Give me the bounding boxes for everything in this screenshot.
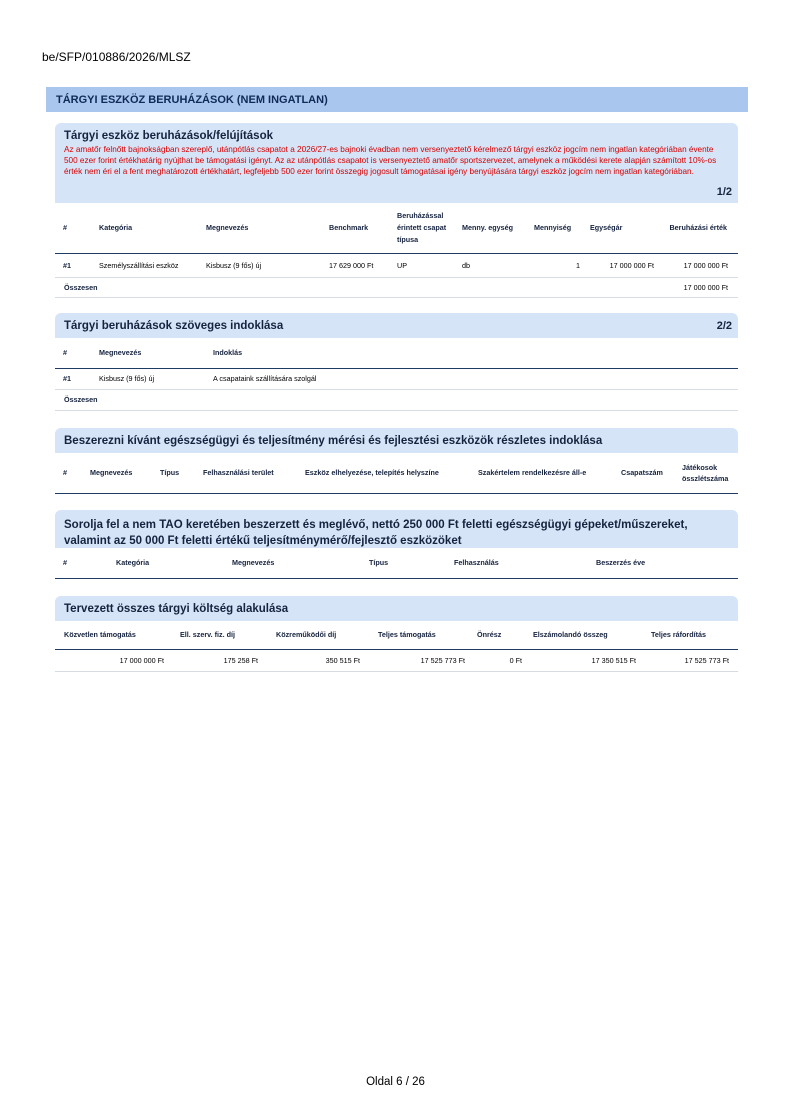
summary-row xyxy=(55,389,738,410)
section-title: Tervezett összes tárgyi költség alakulása xyxy=(64,603,289,615)
col-header: Eszköz elhelyezése, telepítés helyszíne xyxy=(305,453,478,493)
col-header: Beruházással érintett csapat típusa xyxy=(397,203,462,253)
col-header: # xyxy=(55,453,90,493)
col-header: Megnevezés xyxy=(90,453,160,493)
cell: 17 000 000 Ft xyxy=(55,649,180,671)
col-header: Kategória xyxy=(116,548,232,578)
justification-table xyxy=(55,338,738,411)
col-header: Szakértelem rendelkezésre áll-e xyxy=(478,453,621,493)
col-header: Önrész xyxy=(477,621,533,649)
col-header: # xyxy=(55,548,116,578)
table-row xyxy=(55,649,738,671)
cell: Kisbusz (9 fős) új xyxy=(90,368,213,389)
section-header xyxy=(55,313,738,338)
col-header: Megnevezés xyxy=(206,203,329,253)
col-header: Típus xyxy=(369,548,454,578)
cell: A csapataink szállítására szolgál xyxy=(213,368,738,389)
section-existing-equipment xyxy=(55,510,738,579)
section-text-justification xyxy=(55,313,738,411)
document-reference: be/SFP/010886/2026/MLSZ xyxy=(42,50,191,64)
section-header xyxy=(55,596,738,621)
summary-label: Összesen xyxy=(55,277,658,297)
summary-value: 17 000 000 Ft xyxy=(658,277,738,297)
cell: db xyxy=(462,253,534,277)
cell: #1 xyxy=(55,368,90,389)
section-description: Az amatőr felnőtt bajnokságban szereplő, utánpótlás csapatot a 2026/27-es bajnoki évadban nem versenyeztető kérelmező tárgyi eszköz jogcím nem ingatlan kategóriában évente 500 ezer forint értékhatárig nyújthat be támogatási igényt. Az az utánpótlás csapatot is versenyeztető amatőr sportszervezet, amelynek a működési kerete alapján számított 10%-os érték nem éri el a fent meghatározott értékhatárt, legfeljebb 500 ezer forint összegig jogosult támogatásai igény benyújtására tárgyi eszköz jogcím nem ingatlan kategóriában. xyxy=(64,145,717,176)
section-total-costs xyxy=(55,596,738,672)
col-header: Teljes támogatás xyxy=(378,621,477,649)
cell: 1 xyxy=(534,253,590,277)
existing-equipment-table xyxy=(55,548,738,579)
cell: 17 629 000 Ft xyxy=(329,253,397,277)
cell: 17 000 000 Ft xyxy=(658,253,738,277)
table-row xyxy=(55,253,738,277)
section-header xyxy=(55,428,738,453)
col-header: Benchmark xyxy=(329,203,397,253)
col-header: Felhasználás xyxy=(454,548,596,578)
total-costs-table xyxy=(55,621,738,672)
col-header: Közreműködői díj xyxy=(276,621,378,649)
col-header: Elszámolandó összeg xyxy=(533,621,651,649)
col-header: Menny. egység xyxy=(462,203,534,253)
page-footer: Oldal 6 / 26 xyxy=(366,1076,425,1088)
main-section-banner: TÁRGYI ESZKÖZ BERUHÁZÁSOK (NEM INGATLAN) xyxy=(46,87,748,112)
col-header: Beruházási érték xyxy=(658,203,738,253)
section-page-counter: 1/2 xyxy=(716,186,732,198)
col-header: Megnevezés xyxy=(232,548,369,578)
col-header: Beszerzés éve xyxy=(596,548,738,578)
cell: 17 350 515 Ft xyxy=(533,649,651,671)
col-header: Csapatszám xyxy=(621,453,682,493)
col-header: Típus xyxy=(160,453,203,493)
section-header xyxy=(55,510,738,548)
col-header: Megnevezés xyxy=(90,338,213,368)
col-header: # xyxy=(55,338,90,368)
cell: 17 525 773 Ft xyxy=(378,649,477,671)
table-row xyxy=(55,368,738,389)
cell: UP xyxy=(397,253,462,277)
col-header: Teljes ráfordítás xyxy=(651,621,738,649)
investments-table xyxy=(55,203,738,298)
summary-row xyxy=(55,277,738,297)
section-title: Sorolja fel a nem TAO keretében beszerzett és meglévő, nettó 250 000 Ft feletti egészségügyi gépeket/műszereket, valamint az 50 000 Ft feletti értékű teljesítménymérő/fejlesztő eszközöket xyxy=(64,519,688,547)
col-header: Egységár xyxy=(590,203,658,253)
section-title: Beszerezni kívánt egészségügyi és teljesítmény mérési és fejlesztési eszközök részletes indoklása xyxy=(64,435,603,447)
section-asset-investments xyxy=(55,123,738,298)
col-header: Indoklás xyxy=(213,338,738,368)
col-header: Közvetlen támogatás xyxy=(55,621,180,649)
col-header: Felhasználási terület xyxy=(203,453,305,493)
cell: 17 000 000 Ft xyxy=(590,253,658,277)
cell: #1 xyxy=(55,253,90,277)
cell: 17 525 773 Ft xyxy=(651,649,738,671)
section-title: Tárgyi beruházások szöveges indoklása xyxy=(64,320,284,332)
col-header: # xyxy=(55,203,90,253)
section-header xyxy=(55,123,738,203)
col-header: Mennyiség xyxy=(534,203,590,253)
col-header: Ell. szerv. fiz. díj xyxy=(180,621,276,649)
cell: 0 Ft xyxy=(477,649,533,671)
col-header: Játékosok összlétszáma xyxy=(682,453,738,493)
col-header: Kategória xyxy=(90,203,206,253)
health-equipment-table xyxy=(55,453,738,494)
cell: Kisbusz (9 fős) új xyxy=(206,253,329,277)
summary-label: Összesen xyxy=(55,389,738,410)
cell: 175 258 Ft xyxy=(180,649,276,671)
cell: Személyszállítási eszköz xyxy=(90,253,206,277)
cell: 350 515 Ft xyxy=(276,649,378,671)
section-page-counter: 2/2 xyxy=(716,320,732,332)
section-health-equipment-justification xyxy=(55,428,738,494)
section-title: Tárgyi eszköz beruházások/felújítások xyxy=(64,130,273,142)
